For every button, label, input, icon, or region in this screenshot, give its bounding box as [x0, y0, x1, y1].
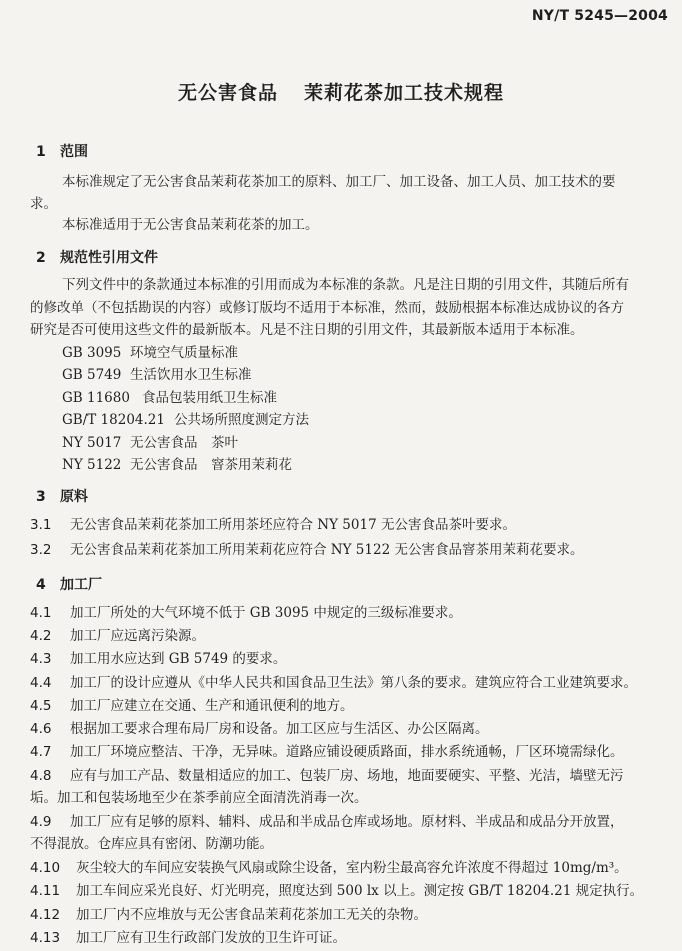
clause-4-6: 4.6 根据加工要求合理布局厂房和设备。加工区应与生活区、办公区隔离。 — [30, 721, 489, 737]
clause-4-9-line2: 不得混放。仓库应具有密闭、防潮功能。 — [30, 836, 273, 852]
clause-4-9: 4.9 加工厂应有足够的原料、辅料、成品和半成品仓库或场地。原材料、半成品和成品分开放置， — [30, 814, 624, 830]
clause-4-7: 4.7 加工厂环境应整洁、干净，无异味。道路应铺设硬质路面，排水系统通畅，厂区环境需绿化。 — [30, 744, 624, 760]
section-1-heading — [36, 141, 88, 161]
s1-para2: 本标准适用于无公害食品茉莉花茶的加工。 — [62, 217, 319, 233]
reference-item: GB/T 18204.21 公共场所照度测定方法 — [62, 412, 309, 428]
section-4-heading — [36, 574, 102, 594]
section-number: 3 — [36, 489, 46, 505]
standard-code: NY/T 5245—2004 — [531, 8, 668, 24]
section-2-heading — [36, 247, 158, 267]
clause-4-5: 4.5 加工厂应建立在交通、生产和通讯便利的地方。 — [30, 698, 354, 714]
section-title: 原料 — [60, 489, 88, 505]
s2-para1-line3: 研究是否可使用这些文件的最新版本。凡是不注日期的引用文件，其最新版本适用于本标准。 — [30, 322, 584, 338]
document-title — [0, 78, 682, 105]
s2-para1-line2: 的修改单（不包括勘误的内容）或修订版均不适用于本标准，然而，鼓励根据本标准达成协议的各方 — [30, 300, 624, 316]
s2-para1-line1: 下列文件中的条款通过本标准的引用而成为本标准的条款。凡是注日期的引用文件，其随后所有 — [62, 277, 629, 293]
clause-4-4: 4.4 加工厂的设计应遵从《中华人民共和国食品卫生法》第八条的要求。建筑应符合工业建筑要求。 — [30, 675, 637, 691]
clause-3-1: 3.1 无公害食品茉莉花茶加工所用茶坯应符合 NY 5017 无公害食品茶叶要求。 — [30, 517, 516, 533]
reference-item: GB 11680 食品包装用纸卫生标准 — [62, 390, 277, 406]
reference-item: GB 3095 环境空气质量标准 — [62, 345, 238, 361]
clause-3-2: 3.2 无公害食品茉莉花茶加工所用茉莉花应符合 NY 5122 无公害食品窨茶用茉莉花要求。 — [30, 542, 584, 558]
clause-4-1: 4.1 加工厂所处的大气环境不低于 GB 3095 中规定的三级标准要求。 — [30, 605, 462, 621]
section-number: 4 — [36, 577, 46, 593]
title-part-2: 茉莉花茶加工技术规程 — [304, 82, 505, 104]
clause-4-12: 4.12 加工厂内不应堆放与无公害食品茉莉花茶加工无关的杂物。 — [30, 907, 427, 923]
section-title: 范围 — [60, 144, 88, 160]
clause-4-8-line2: 垢。加工和包装场地至少在茶季前应全面清洗消毒一次。 — [30, 790, 368, 806]
section-3-heading — [36, 486, 88, 506]
title-part-1: 无公害食品 — [177, 82, 278, 104]
section-title: 加工厂 — [60, 577, 102, 593]
clause-4-10: 4.10 灰尘较大的车间应安装换气风扇或除尘设备，室内粉尘最高容允许浓度不得超过 10mg/m³。 — [30, 860, 628, 876]
reference-item: NY 5122 无公害食品 窨茶用茉莉花 — [62, 457, 292, 473]
s1-para1-line1: 本标准规定了无公害食品茉莉花茶加工的原料、加工厂、加工设备、加工人员、加工技术的要 — [62, 174, 616, 190]
s1-para1-line2: 求。 — [30, 196, 57, 212]
clause-4-11: 4.11 加工车间应采光良好、灯光明亮，照度达到 500 lx 以上。测定按 GB/T 18204.21 规定执行。 — [30, 883, 644, 899]
clause-4-8: 4.8 应有与加工产品、数量相适应的加工、包装厂房、场地，地面要硬实、平整、光洁，墙壁无污 — [30, 768, 624, 784]
section-title: 规范性引用文件 — [60, 250, 158, 266]
section-number: 2 — [36, 250, 46, 266]
clause-4-2: 4.2 加工厂应远离污染源。 — [30, 628, 205, 644]
section-number: 1 — [36, 144, 46, 160]
clause-4-3: 4.3 加工用水应达到 GB 5749 的要求。 — [30, 651, 287, 667]
reference-item: GB 5749 生活饮用水卫生标准 — [62, 367, 252, 383]
clause-4-13: 4.13 加工厂应有卫生行政部门发放的卫生许可证。 — [30, 930, 346, 946]
reference-item: NY 5017 无公害食品 茶叶 — [62, 435, 238, 451]
